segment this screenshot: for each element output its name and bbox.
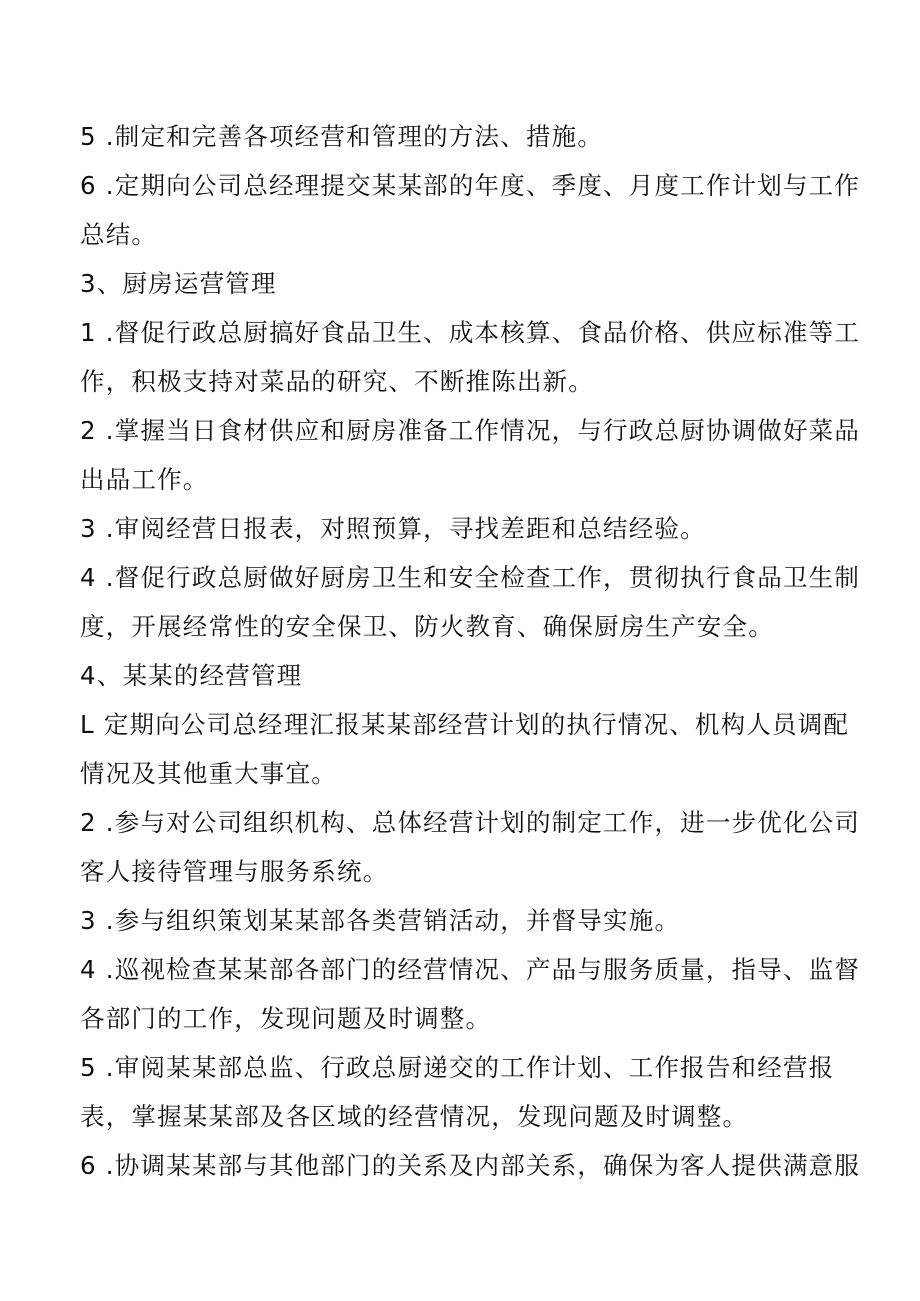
section-heading: 3、厨房运营管理 (80, 269, 277, 298)
paragraph-line: 各部门的工作，发现问题及时调整。 (80, 1004, 492, 1033)
paragraph-line: 客人接待管理与服务系统。 (80, 857, 389, 886)
paragraph-line: 3 .审阅经营日报表，对照预算，寻找差距和总结经验。 (80, 514, 706, 543)
paragraph-line: 5 .审阅某某部总监、行政总厨递交的工作计划、工作报告和经营报 (80, 1053, 835, 1082)
paragraph-line: 2 .掌握当日食材供应和厨房准备工作情况，与行政总厨协调做好菜品 (80, 416, 861, 445)
paragraph-line: 总结。 (80, 220, 158, 249)
paragraph-line: 表，掌握某某部及各区域的经营情况，发现问题及时调整。 (80, 1102, 749, 1131)
paragraph-line: 5 .制定和完善各项经营和管理的方法、措施。 (80, 122, 604, 151)
paragraph-line: 6 .协调某某部与其他部门的关系及内部关系，确保为客人提供满意服 (80, 1151, 861, 1180)
paragraph-line: 1 .督促行政总厨搞好食品卫生、成本核算、食品价格、供应标准等工 (80, 318, 861, 347)
paragraph-line: L 定期向公司总经理汇报某某部经营计划的执行情况、机构人员调配 (80, 710, 850, 739)
paragraph-line: 作，积极支持对菜品的研究、不断推陈出新。 (80, 367, 594, 396)
document-body (80, 112, 861, 1190)
paragraph-line: 2 .参与对公司组织机构、总体经营计划的制定工作，进一步优化公司 (80, 808, 861, 837)
paragraph-line: 情况及其他重大事宜。 (80, 759, 337, 788)
paragraph-line: 4 .督促行政总厨做好厨房卫生和安全检查工作，贯彻执行食品卫生制 (80, 563, 861, 592)
section-heading: 4、某某的经营管理 (80, 661, 303, 690)
paragraph-line: 6 .定期向公司总经理提交某某部的年度、季度、月度工作计划与工作 (80, 171, 861, 200)
paragraph-line: 3 .参与组织策划某某部各类营销活动，并督导实施。 (80, 906, 681, 935)
paragraph-line: 出品工作。 (80, 465, 209, 494)
paragraph-line: 度，开展经常性的安全保卫、防火教育、确保厨房生产安全。 (80, 612, 774, 641)
paragraph-line: 4 .巡视检查某某部各部门的经营情况、产品与服务质量，指导、监督 (80, 955, 861, 984)
